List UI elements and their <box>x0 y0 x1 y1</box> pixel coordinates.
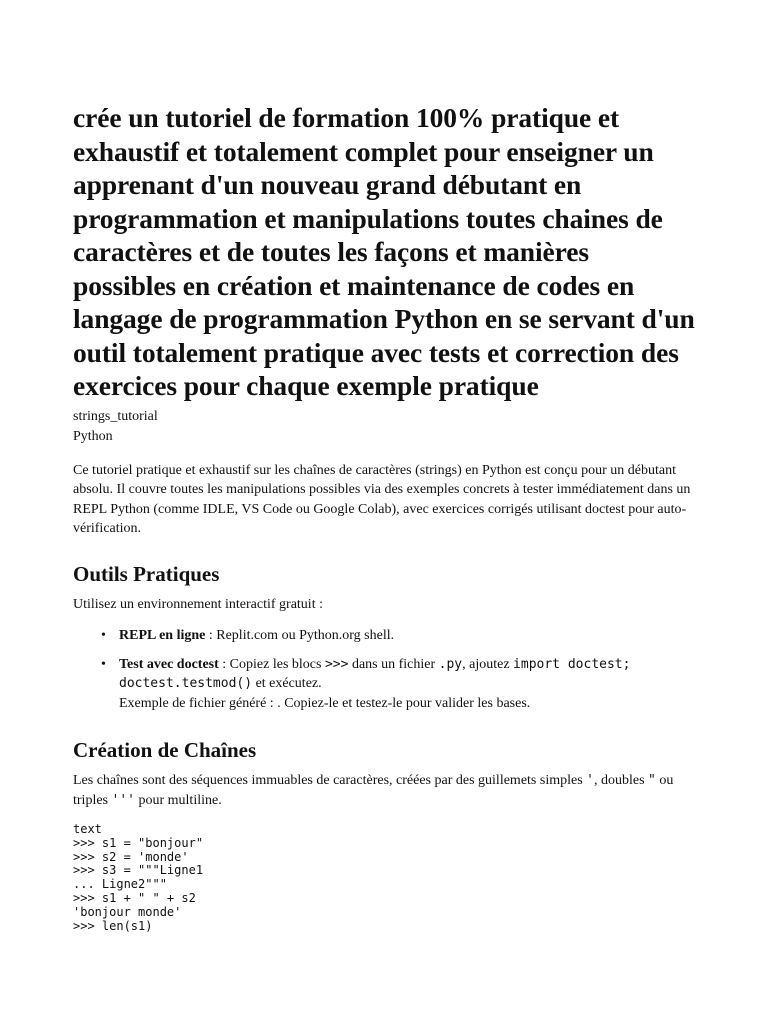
item-text: , ajoutez <box>462 656 514 672</box>
bullet-icon: • <box>101 628 106 643</box>
inline-code: >>> <box>324 656 349 672</box>
item-example-text: Exemple de fichier généré : . Copiez-le et testez-le pour valider les bases. <box>119 695 531 711</box>
meta-language: Python <box>73 428 113 444</box>
text-run: Les chaînes sont des séquences immuables de caractères, créées par des guillemets simples <box>73 773 587 788</box>
outils-lead: Utilisez un environnement interactif gratuit : <box>73 596 323 612</box>
code-line: >>> s2 = 'monde' <box>73 849 189 864</box>
code-line: >>> s3 = """Ligne1 <box>73 863 204 878</box>
item-label: REPL en ligne <box>119 628 206 643</box>
code-line: >>> len(s1) <box>73 918 153 933</box>
inline-code: .py <box>438 656 463 672</box>
meta-info <box>73 407 695 447</box>
list-item <box>101 655 695 714</box>
code-line: >>> s1 + " " + s2 <box>73 890 196 905</box>
meta-filename: strings_tutorial <box>73 408 158 424</box>
item-label: Test avec doctest <box>119 656 219 672</box>
inline-code: " <box>648 773 656 788</box>
code-line: 'bonjour monde' <box>73 904 182 919</box>
code-line: ... Ligne2""" <box>73 877 167 892</box>
inline-code: ' <box>586 773 594 788</box>
item-text: : Replit.com ou Python.org shell. <box>205 628 395 643</box>
outils-list <box>73 626 695 713</box>
inline-code: import doctest; doctest.testmod() <box>119 656 631 691</box>
section-heading-creation: Création de Chaînes <box>73 738 257 762</box>
code-line: >>> s1 = "bonjour" <box>73 835 204 850</box>
creation-paragraph <box>73 771 695 810</box>
intro-paragraph: Ce tutoriel pratique et exhaustif sur les chaînes de caractères (strings) en Python est conçu pour un débutant absolu. Il couvre toutes les manipulations possibles via des exemples concrets à tester immédiatement dans un REPL Python (comme IDLE, VS Code ou Google Colab), avec exercices corrigés utilisant doctest pour auto-vérification. <box>73 462 691 536</box>
list-item <box>101 626 695 646</box>
item-text: dans un fichier <box>348 656 439 672</box>
inline-code: ''' <box>111 792 135 808</box>
text-run: , doubles <box>593 773 649 788</box>
page-title: crée un tutoriel de formation 100% pratique et exhaustif et totalement complet pour enseigner un apprenant d'un nouveau grand débutant en programmation et manipulations toutes chaines de caractères et de toutes les façons et manières possibles en création et maintenance de codes en langage de programmation Python en se servant d'un outil totalement pratique avec tests et correction des exercices pour chaque exemple pratique <box>73 102 695 401</box>
item-text: : Copiez les blocs <box>218 656 325 672</box>
section-heading-outils: Outils Pratiques <box>73 561 220 586</box>
bullet-icon: • <box>101 656 106 672</box>
text-run: pour multiline. <box>134 792 222 808</box>
text-run: ou triples <box>73 773 674 808</box>
code-block <box>73 823 695 933</box>
code-line: text <box>73 822 102 836</box>
item-text: et exécutez. <box>252 676 322 691</box>
